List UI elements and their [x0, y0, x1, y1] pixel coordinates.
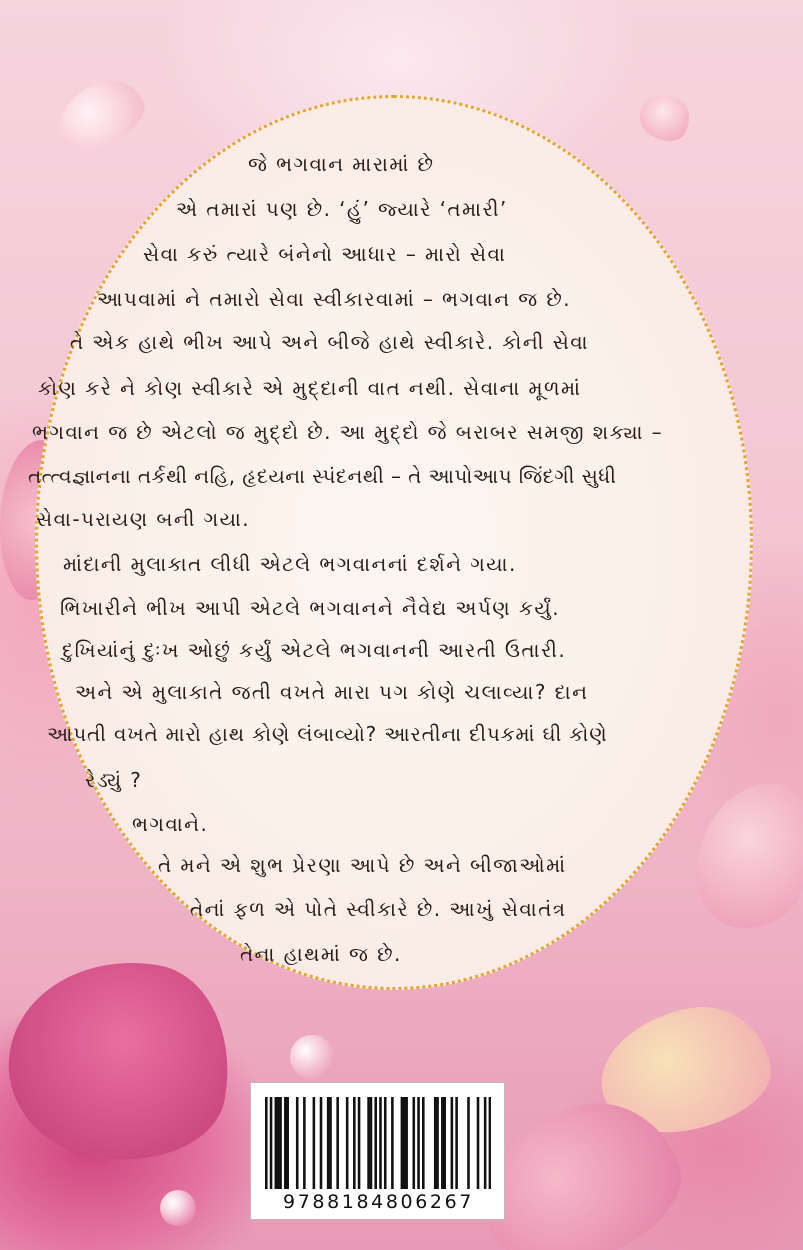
water-drop-decoration	[290, 1035, 334, 1079]
barcode-bar	[270, 1097, 273, 1189]
barcode-bar	[436, 1097, 439, 1189]
text-line: તે મને એ શુભ પ્રેરણા આપે છે અને બીજાઓમાં	[158, 853, 567, 877]
barcode-bar	[391, 1097, 394, 1189]
barcode-bar	[265, 1097, 268, 1189]
barcode-bar	[403, 1097, 406, 1189]
barcode-bar	[374, 1097, 377, 1189]
barcode-bar	[405, 1097, 408, 1189]
text-line: ભગવાન જ છે એટલો જ મુદ્દો છે. આ મુદ્દો જે બરાબર સમજી શક્યા –	[32, 420, 664, 444]
barcode-bar	[329, 1097, 332, 1189]
barcode-bar	[434, 1097, 437, 1189]
barcode-bar	[284, 1097, 287, 1189]
barcode-bar	[484, 1097, 487, 1189]
barcode-bar	[277, 1097, 280, 1189]
petal-decoration	[0, 942, 246, 1177]
barcode-bar	[320, 1097, 323, 1189]
text-line: તત્ત્વજ્ઞાનના તર્કથી નહિ, હૃદયના સ્પંદનથી – તે આપોઆપ જિંદગી સુધી	[28, 464, 617, 488]
barcode-bar	[367, 1097, 370, 1189]
barcode-bar	[441, 1097, 444, 1189]
barcode-bar	[489, 1097, 491, 1189]
text-line: તેનાં ફળ એ પોતે સ્વીકારે છે. આખું સેવાતંત્ર	[190, 897, 567, 921]
text-line: આપવામાં ને તમારો સેવા સ્વીકારવામાં – ભગવાન જ છે.	[97, 287, 571, 311]
text-line: જે ભગવાન મારામાં છે	[248, 152, 435, 176]
barcode	[250, 1082, 505, 1220]
barcode-bar	[455, 1097, 458, 1189]
text-line: ભગવાને.	[132, 812, 209, 836]
barcode-bars	[265, 1097, 491, 1189]
water-drop-decoration	[160, 1190, 196, 1226]
barcode-bar	[477, 1097, 480, 1189]
text-line: સેવા-પરાયણ બની ગયા.	[36, 507, 251, 531]
text-line: ભિખારીને ભીખ આપી એટલે ભગવાનને નૈવેદ્ય અર્પણ કર્યું.	[60, 596, 560, 620]
barcode-bar	[451, 1097, 454, 1189]
barcode-bar	[358, 1097, 361, 1189]
barcode-bar	[422, 1097, 425, 1189]
barcode-bar	[327, 1097, 330, 1189]
barcode-bar	[296, 1097, 299, 1189]
text-line: આપતી વખતે મારો હાથ કોણે લંબાવ્યો? આરતીના દીપકમાં ઘી કોણે	[47, 722, 608, 746]
isbn-number: 9788184806267	[283, 1191, 474, 1213]
text-line: તે એક હાથે ભીખ આપે અને બીજે હાથે સ્વીકારે. કોની સેવા	[70, 330, 589, 354]
barcode-bar	[370, 1097, 373, 1189]
petal-decoration	[682, 768, 803, 941]
barcode-bar	[313, 1097, 316, 1189]
barcode-bar	[303, 1097, 306, 1189]
text-line: એ તમારાં પણ છે. ‘હું’ જ્યારે ‘તમારી’	[176, 197, 508, 221]
barcode-bar	[336, 1097, 339, 1189]
petal-decoration	[632, 86, 698, 150]
barcode-bar	[467, 1097, 470, 1189]
barcode-bar	[275, 1097, 278, 1189]
text-line: કોણ કરે ને કોણ સ્વીકારે એ મુદ્દાની વાત નથી. સેવાના મૂળમાં	[38, 376, 582, 400]
barcode-bar	[384, 1097, 387, 1189]
text-line: તેના હાથમાં જ છે.	[240, 942, 402, 966]
text-line: અને એ મુલાકાતે જતી વખતે મારા પગ કોણે ચલાવ્યા? દાન	[75, 680, 589, 704]
text-line: રેડ્યું ?	[85, 768, 143, 792]
barcode-bar	[412, 1097, 415, 1189]
barcode-bar	[379, 1097, 382, 1189]
text-line: માંદાની મુલાકાત લીધી એટલે ભગવાનનાં દર્શને ગયા.	[63, 552, 517, 576]
barcode-bar	[286, 1097, 289, 1189]
barcode-bar	[346, 1097, 349, 1189]
text-line: દુખિયાંનું દુઃખ ઓછું કર્યું એટલે ભગવાનની આરતી ઉતારી.	[62, 638, 567, 662]
barcode-bar	[417, 1097, 420, 1189]
barcode-bar	[353, 1097, 356, 1189]
text-line: સેવા કરું ત્યારે બંનેનો આધાર – મારો સેવા	[143, 242, 507, 266]
petal-decoration	[47, 69, 154, 161]
barcode-bar	[443, 1097, 446, 1189]
barcode-bar	[279, 1097, 282, 1189]
barcode-bar	[401, 1097, 404, 1189]
